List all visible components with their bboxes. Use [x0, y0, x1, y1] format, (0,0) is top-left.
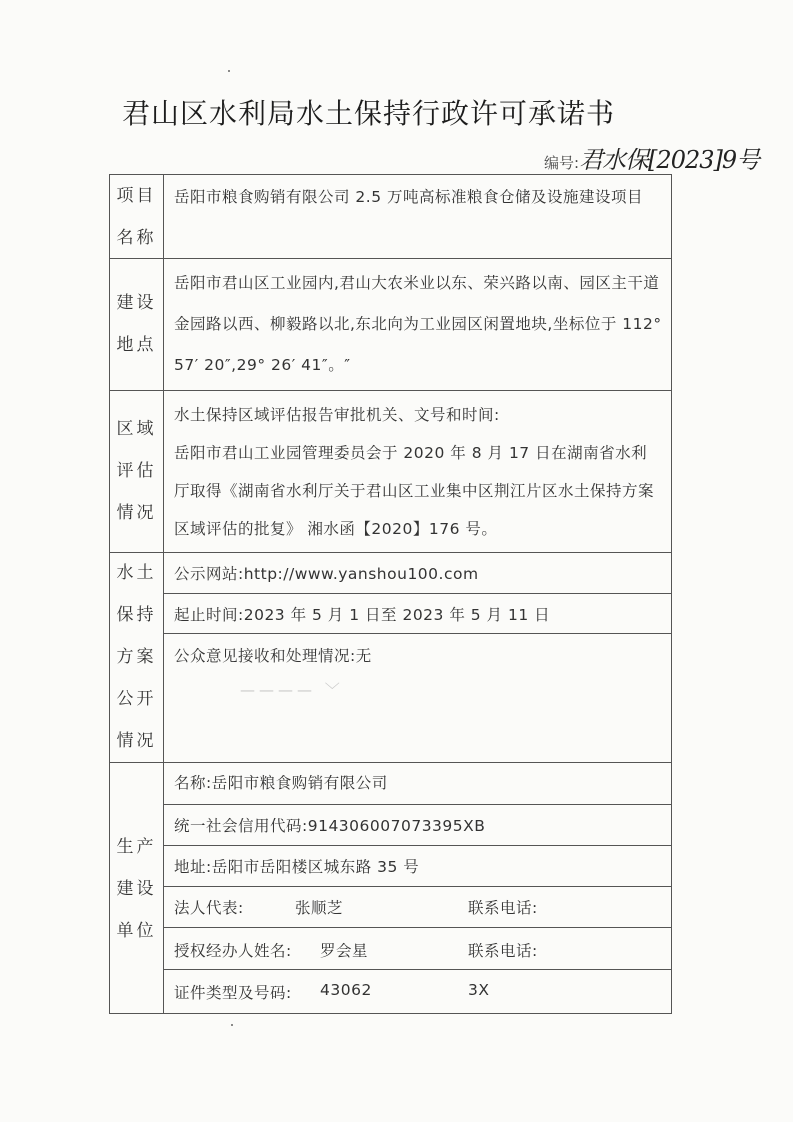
commitment-table: [109, 174, 672, 1014]
legal-rep-label: 法人代表:: [174, 899, 244, 917]
row-divider: [110, 552, 671, 553]
scan-speck: [228, 70, 230, 72]
id-number-prefix: 43062: [320, 981, 372, 999]
column-divider: [163, 175, 164, 1013]
scan-speck: [231, 1024, 233, 1026]
subrow-divider: [163, 845, 671, 846]
regional-heading: 水土保持区域评估报告审批机关、文号和时间:: [174, 406, 500, 424]
document-title: 君山区水利局水土保持行政许可承诺书: [122, 97, 616, 130]
legal-rep-phone-label: 联系电话:: [468, 899, 538, 917]
disclosure-label: 水土 保持 方案 公开 情况: [116, 563, 157, 751]
project-name: 岳阳市粮食购销有限公司 2.5 万吨高标准粮食仓储及设施建设项目: [174, 188, 644, 206]
disclosure-feedback: 公众意见接收和处理情况:无: [174, 647, 372, 665]
regional-assessment: [174, 396, 663, 548]
serial-number: [544, 140, 759, 175]
disclosure-period: 起止时间:2023 年 5 月 1 日至 2023 年 5 月 11 日: [174, 606, 551, 624]
regional-text: 岳阳市君山工业园管理委员会于 2020 年 8 月 17 日在湖南省水利厅取得《湖南省水利厅关于君山区工业集中区荆江片区水土保持方案区域评估的批复》 湘水函【2020】176 号。: [174, 444, 655, 538]
subrow-divider: [163, 886, 671, 887]
row-divider: [110, 390, 671, 391]
legal-rep-name: 张顺芝: [295, 899, 344, 917]
location-text: 岳阳市君山区工业园内,君山大农米业以东、荣兴路以南、园区主干道金园路以西、柳毅路以北,东北向为工业园区闲置地块,坐标位于 112° 57′ 20″,29° 26′ 41″。″: [174, 274, 662, 374]
subrow-divider: [163, 927, 671, 928]
subrow-divider: [163, 593, 671, 594]
id-number-suffix: 3X: [468, 981, 490, 999]
serial-label: 编号:: [544, 154, 580, 172]
subrow-divider: [163, 969, 671, 970]
subrow-divider: [163, 804, 671, 805]
faded-bleedthrough-mark: ———— ﹀: [240, 681, 344, 699]
subrow-divider: [163, 633, 671, 634]
disclosure-website: 公示网站:http://www.yanshou100.com: [174, 565, 479, 583]
unit-name: 名称:岳阳市粮食购销有限公司: [174, 774, 388, 792]
agent-label: 授权经办人姓名:: [174, 942, 292, 960]
unit-credit-code: 统一社会信用代码:914306007073395XB: [174, 817, 486, 835]
agent-name: 罗会星: [320, 942, 369, 960]
unit-address: 地址:岳阳市岳阳楼区城东路 35 号: [174, 858, 420, 876]
project-label: 项目 名称: [116, 185, 157, 248]
row-divider: [110, 258, 671, 259]
row-divider: [110, 762, 671, 763]
agent-phone-label: 联系电话:: [468, 942, 538, 960]
location-label: 建设 地点: [116, 293, 157, 355]
id-label: 证件类型及号码:: [174, 984, 292, 1002]
serial-value: 君水保[2023]9号: [579, 146, 760, 174]
unit-label: 生产 建设 单位: [116, 836, 157, 941]
regional-label: 区域 评估 情况: [116, 419, 157, 523]
